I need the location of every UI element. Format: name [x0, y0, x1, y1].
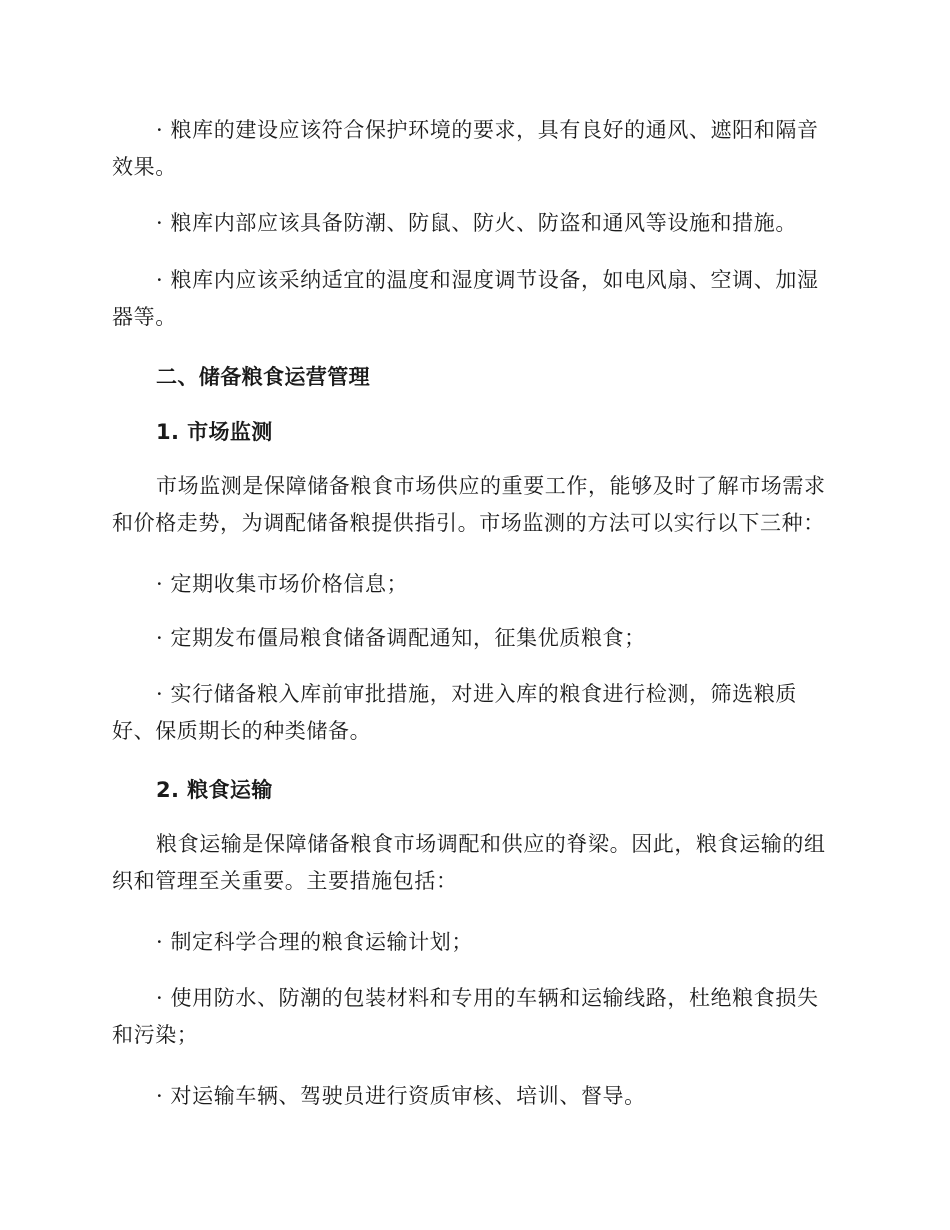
bullet-paragraph: · 使用防水、防潮的包装材料和专用的车辆和运输线路，杜绝粮食损失和污染；	[112, 986, 819, 1047]
subsection-heading: 2. 粮食运输	[156, 778, 273, 802]
bullet-paragraph: · 定期发布僵局粮食储备调配通知，征集优质粮食；	[156, 626, 646, 650]
section-heading: 二、储备粮食运营管理	[156, 365, 370, 389]
bullet-paragraph: · 粮库的建设应该符合保护环境的要求，具有良好的通风、遮阳和隔音效果。	[112, 118, 819, 179]
body-paragraph: 市场监测是保障储备粮食市场供应的重要工作，能够及时了解市场需求和价格走势，为调配储备粮提供指引。市场监测的方法可以实行以下三种：	[112, 474, 826, 535]
bullet-paragraph: · 定期收集市场价格信息；	[156, 572, 409, 596]
bullet-paragraph: · 对运输车辆、驾驶员进行资质审核、培训、督导。	[156, 1084, 646, 1108]
body-paragraph: 粮食运输是保障储备粮食市场调配和供应的脊梁。因此，粮食运输的组织和管理至关重要。主要措施包括：	[112, 832, 826, 893]
bullet-paragraph: · 粮库内部应该具备防潮、防鼠、防火、防盗和通风等设施和措施。	[156, 211, 797, 235]
bullet-paragraph: · 粮库内应该采纳适宜的温度和湿度调节设备，如电风扇、空调、加湿器等。	[112, 268, 819, 329]
bullet-paragraph: · 实行储备粮入库前审批措施，对进入库的粮食进行检测，筛选粮质好、保质期长的种类储备。	[112, 682, 797, 743]
subsection-heading: 1. 市场监测	[156, 420, 273, 444]
bullet-paragraph: · 制定科学合理的粮食运输计划；	[156, 930, 473, 954]
